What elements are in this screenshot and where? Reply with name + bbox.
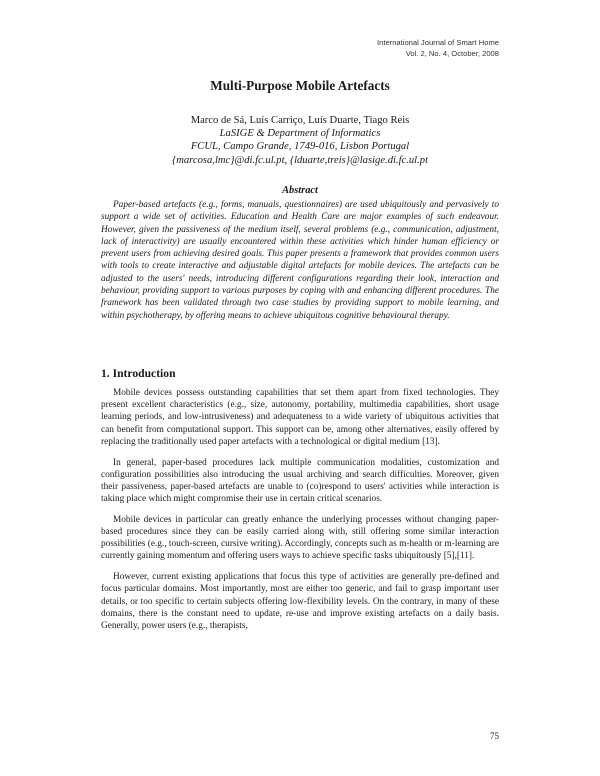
journal-issue: Vol. 2, No. 4, October, 2008: [405, 48, 499, 58]
body-paragraph: However, current existing applications that focus this type of activities are generally pre-defined and focus particular domains. Most importantly, most are either too generic, and fail to grasp important user details, or too specific to certain subjects offering low-flexibility levels. On the contrary, in many of these domains, there is the constant need to update, re-use and improve existing artefacts on a daily basis. Generally, power users (e.g., therapists,: [101, 572, 499, 631]
author-names: Marco de Sá, Luís Carriço, Luís Duarte, Tiago Reis: [190, 115, 410, 126]
abstract-text: Paper-based artefacts (e.g., forms, manuals, questionnaires) are used ubiquitously and pervasively to support a wide set of activities. Education and Health Care are major examples of such endeavour. However, given the passiveness of the medium itself, several problems (e.g., communication, adjustment, lack of interactivity) are usually encountered within these activities which hinder human efficiency or prevent users from achieving desired goals. This paper presents a framework that provides common users with tools to create interactive and adjustable digital artefacts for mobile devices. The artefacts can be adjusted to the users' needs, introducing different configurations regarding their look, interaction and behaviour, providing support to various purposes by coping with and enhancing different procedures. The framework has been validated through two case studies by providing support to mobile learning, and within psychotherapy, by offering means to achieve ubiquitous cognitive behavioural therapy.: [101, 200, 499, 321]
body-paragraph: Mobile devices possess outstanding capabilities that set them apart from fixed technologies. They present excellent characteristics (e.g., size, autonomy, portability, multimedia capabilities, short usage learning periods, and low-intrusiveness) and adequateness to a wide variety of ubiquitous activities that can benefit from computational support. This support can be, among other alternatives, easily offered by replacing the traditionally used paper artefacts with a technological or digital medium [13].: [101, 388, 499, 447]
journal-header: [377, 38, 499, 59]
page-number: 75: [490, 731, 499, 741]
body-paragraph: Mobile devices in particular can greatly enhance the underlying processes without changing paper-based procedures since they can be easily carried along with, still offering some similar interaction possibilities (e.g., touch-screen, cursive writing). Accordingly, concepts such as m-health or m-learning are currently gaining momentum and offering users ways to achieve specific tasks ubiquitously [5],[11].: [101, 514, 500, 562]
author-emails: {marcosa,lmc}@di.fc.ul.pt, {lduarte,treis}@lasige.di.fc.ul.pt: [171, 154, 429, 166]
author-block: [0, 114, 600, 167]
section-heading: 1. Introduction: [101, 367, 176, 380]
paper-title: Multi-Purpose Mobile Artefacts: [210, 78, 390, 93]
abstract-heading: Abstract: [282, 185, 318, 196]
author-affiliation: LaSIGE & Department of Informatics: [219, 128, 381, 140]
section-body: [101, 387, 499, 641]
journal-name: International Journal of Smart Home: [377, 38, 499, 47]
author-address: FCUL, Campo Grande, 1749-016, Lisbon Portugal: [190, 141, 410, 153]
body-paragraph: In general, paper-based procedures lack multiple communication modalities, customization and configuration possibilities also introducing the usual archiving and search difficulties. Moreover, given their passiveness, paper-based artefacts are unable to (co)respond to users' activities while interaction is taking place which might compromise their use in certain critical scenarios.: [101, 457, 499, 505]
